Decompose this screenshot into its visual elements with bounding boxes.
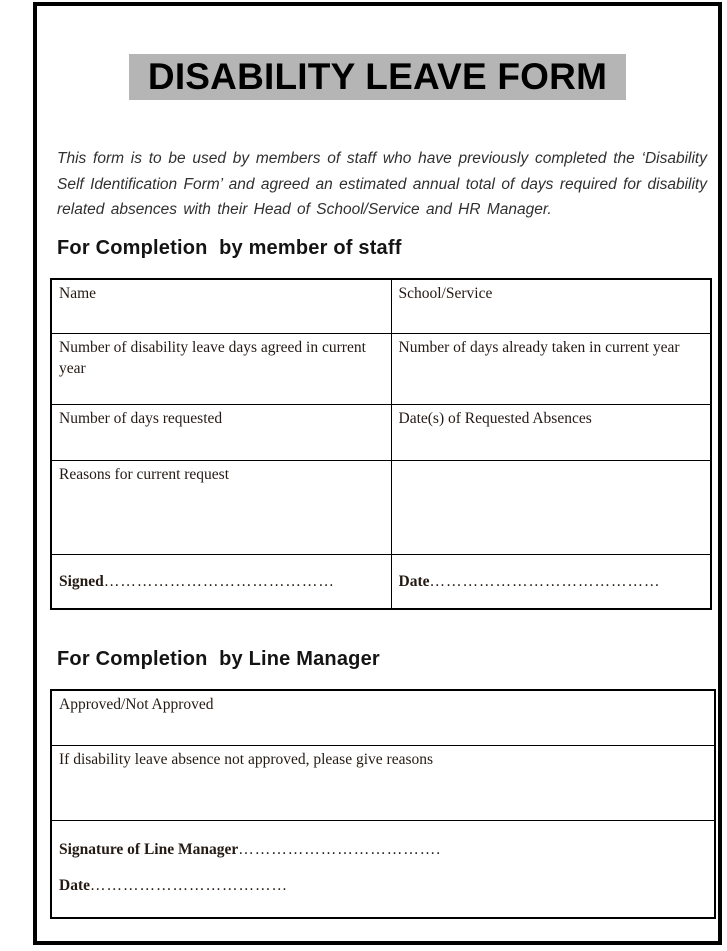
school-service-field-label: School/Service [398, 285, 493, 302]
name-field-label: Name [59, 285, 97, 302]
staff-date-cell [391, 555, 711, 610]
days-taken-field-label: Number of days already taken in current year [398, 339, 680, 356]
form-title-bar [129, 54, 626, 100]
days-requested-field-label: Number of days requested [59, 410, 223, 427]
days-agreed-field-label: Number of disability leave days agreed in current year [59, 339, 366, 377]
table-row [51, 461, 711, 555]
staff-table [50, 278, 712, 610]
table-row [51, 555, 711, 610]
date-label: Date [398, 573, 430, 590]
days-requested-field-cell [51, 405, 391, 461]
date-dotted-line: …………………………………… [429, 573, 661, 590]
line-manager-signature-dotted-line: ………………………………. [238, 841, 442, 858]
staff-section-heading: For Completion by member of staff [57, 237, 402, 259]
signed-label: Signed [59, 573, 104, 590]
table-row [51, 746, 715, 821]
staff-signed-cell [51, 555, 391, 610]
signed-dotted-line: …………………………………… [103, 573, 335, 590]
table-row [51, 279, 711, 334]
intro-paragraph: This form is to be used by members of staff who have previously completed the ‘Disability Self Identification Form’ and agreed an estimated annual total of days required for disability related absences with their Head of School/Service and HR Manager. [57, 150, 707, 218]
reasons-field-cell [51, 461, 391, 555]
school-service-field-cell [391, 279, 711, 334]
form-title: DISABILITY LEAVE FORM [147, 56, 608, 97]
manager-date-label: Date [59, 877, 90, 894]
manager-date-dotted-line: ……………………………… [90, 877, 288, 894]
line-manager-signature-label: Signature of Line Manager [59, 841, 239, 858]
days-taken-field-cell [391, 334, 711, 405]
not-approved-reasons-field-cell [51, 746, 715, 821]
manager-table [50, 689, 716, 919]
approved-field-label: Approved/Not Approved [59, 696, 214, 713]
table-row [51, 690, 715, 746]
days-agreed-field-cell [51, 334, 391, 405]
table-row [51, 334, 711, 405]
reasons-field-label: Reasons for current request [59, 466, 230, 483]
table-row [51, 405, 711, 461]
approved-field-cell [51, 690, 715, 746]
name-field-cell [51, 279, 391, 334]
not-approved-reasons-field-label: If disability leave absence not approved, please give reasons [59, 751, 434, 768]
manager-signature-date-cell [51, 821, 715, 919]
requested-absence-dates-field-cell [391, 405, 711, 461]
table-row [51, 821, 715, 919]
manager-section-heading: For Completion by Line Manager [57, 648, 380, 670]
reasons-empty-cell [391, 461, 711, 555]
requested-absence-dates-field-label: Date(s) of Requested Absences [398, 410, 592, 427]
